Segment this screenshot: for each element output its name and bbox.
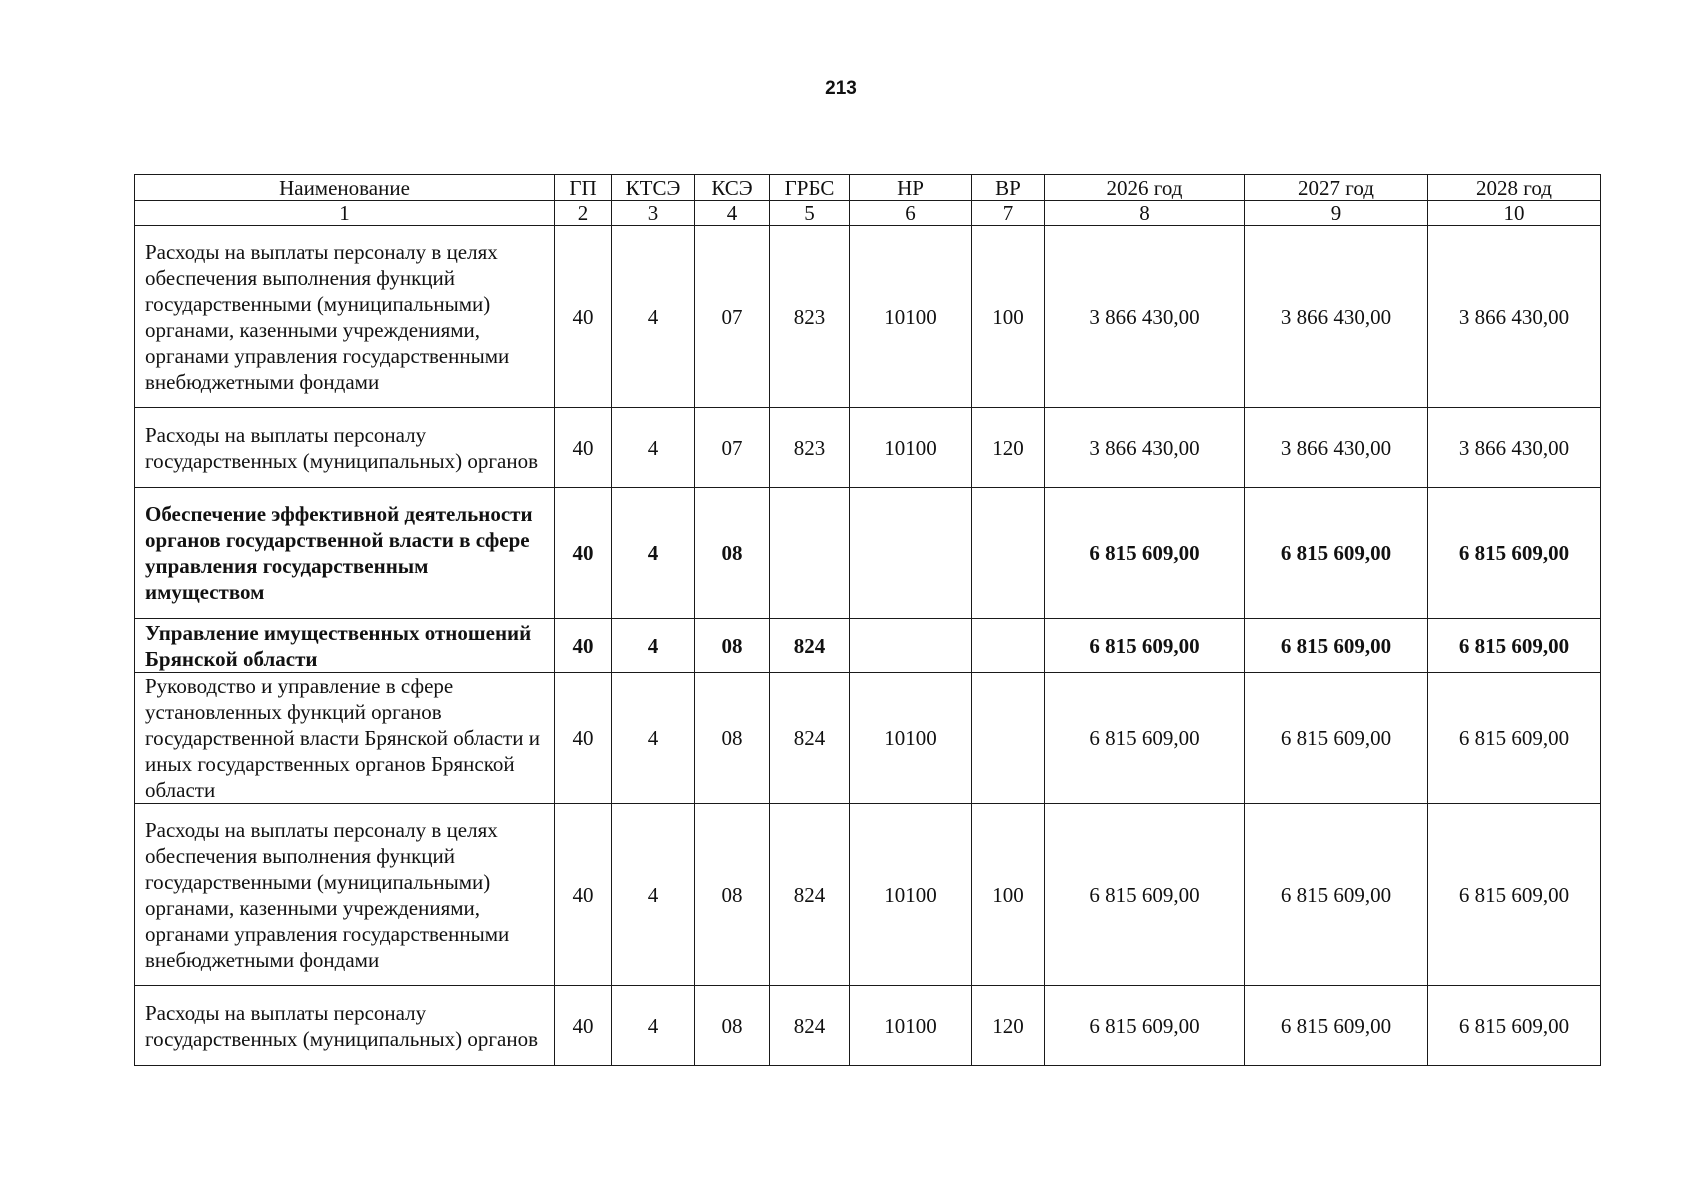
cell-ktse: 4 [612, 226, 695, 408]
cell-name: Расходы на выплаты персоналу в целях обеспечения выполнения функций государственными (муниципальными) органами, казенными учреждениями, органами управления государственными внебюджетными фондами [135, 804, 555, 986]
cell-grbs: 824 [770, 673, 850, 804]
cell-2027: 6 815 609,00 [1245, 673, 1428, 804]
cell-gp: 40 [555, 804, 612, 986]
column-number: 8 [1045, 201, 1245, 226]
cell-name: Расходы на выплаты персоналу государственных (муниципальных) органов [135, 986, 555, 1066]
cell-2026: 6 815 609,00 [1045, 488, 1245, 619]
cell-2028: 3 866 430,00 [1428, 226, 1601, 408]
header-2028: 2028 год [1428, 175, 1601, 201]
cell-kse: 08 [695, 488, 770, 619]
cell-2026: 3 866 430,00 [1045, 226, 1245, 408]
cell-gp: 40 [555, 619, 612, 673]
column-number: 5 [770, 201, 850, 226]
column-number-row [135, 201, 1601, 226]
cell-2028: 6 815 609,00 [1428, 986, 1601, 1066]
cell-name: Обеспечение эффективной деятельности органов государственной власти в сфере управления государственным имуществом [135, 488, 555, 619]
cell-nr: 10100 [850, 804, 972, 986]
cell-grbs: 824 [770, 986, 850, 1066]
cell-ktse: 4 [612, 986, 695, 1066]
cell-gp: 40 [555, 488, 612, 619]
cell-vr [972, 673, 1045, 804]
cell-gp: 40 [555, 408, 612, 488]
cell-ktse: 4 [612, 408, 695, 488]
cell-vr [972, 488, 1045, 619]
cell-2028: 6 815 609,00 [1428, 488, 1601, 619]
header-grbs: ГРБС [770, 175, 850, 201]
table-row [135, 619, 1601, 673]
cell-2027: 6 815 609,00 [1245, 804, 1428, 986]
cell-grbs: 823 [770, 408, 850, 488]
budget-table [134, 174, 1601, 1066]
header-gp: ГП [555, 175, 612, 201]
cell-ktse: 4 [612, 488, 695, 619]
header-vr: ВР [972, 175, 1045, 201]
cell-2026: 3 866 430,00 [1045, 408, 1245, 488]
cell-2026: 6 815 609,00 [1045, 619, 1245, 673]
cell-vr: 100 [972, 804, 1045, 986]
cell-nr [850, 488, 972, 619]
cell-vr: 120 [972, 408, 1045, 488]
cell-kse: 07 [695, 408, 770, 488]
cell-2026: 6 815 609,00 [1045, 804, 1245, 986]
cell-2027: 3 866 430,00 [1245, 226, 1428, 408]
cell-grbs: 824 [770, 619, 850, 673]
table-row [135, 986, 1601, 1066]
column-number: 7 [972, 201, 1045, 226]
cell-grbs: 824 [770, 804, 850, 986]
cell-grbs: 823 [770, 226, 850, 408]
cell-2028: 6 815 609,00 [1428, 673, 1601, 804]
header-ktse: КТСЭ [612, 175, 695, 201]
cell-vr: 100 [972, 226, 1045, 408]
cell-kse: 08 [695, 673, 770, 804]
header-row [135, 175, 1601, 201]
cell-name: Руководство и управление в сфере установленных функций органов государственной власти Брянской области и иных государственных органов Брянской области [135, 673, 555, 804]
cell-gp: 40 [555, 986, 612, 1066]
cell-vr [972, 619, 1045, 673]
cell-2028: 6 815 609,00 [1428, 804, 1601, 986]
cell-nr: 10100 [850, 408, 972, 488]
cell-name: Расходы на выплаты персоналу в целях обеспечения выполнения функций государственными (муниципальными) органами, казенными учреждениями, органами управления государственными внебюджетными фондами [135, 226, 555, 408]
cell-2027: 6 815 609,00 [1245, 619, 1428, 673]
cell-2028: 6 815 609,00 [1428, 619, 1601, 673]
table-row [135, 804, 1601, 986]
header-2027: 2027 год [1245, 175, 1428, 201]
column-number: 9 [1245, 201, 1428, 226]
table-row [135, 408, 1601, 488]
cell-nr: 10100 [850, 226, 972, 408]
cell-kse: 08 [695, 619, 770, 673]
table-row [135, 226, 1601, 408]
cell-name: Расходы на выплаты персоналу государственных (муниципальных) органов [135, 408, 555, 488]
column-number: 2 [555, 201, 612, 226]
header-nr: НР [850, 175, 972, 201]
column-number: 10 [1428, 201, 1601, 226]
cell-2027: 6 815 609,00 [1245, 488, 1428, 619]
cell-name: Управление имущественных отношений Брянской области [135, 619, 555, 673]
cell-kse: 08 [695, 986, 770, 1066]
header-kse: КСЭ [695, 175, 770, 201]
cell-ktse: 4 [612, 804, 695, 986]
column-number: 6 [850, 201, 972, 226]
cell-2027: 3 866 430,00 [1245, 408, 1428, 488]
cell-2028: 3 866 430,00 [1428, 408, 1601, 488]
cell-vr: 120 [972, 986, 1045, 1066]
cell-2027: 6 815 609,00 [1245, 986, 1428, 1066]
cell-nr: 10100 [850, 986, 972, 1066]
cell-2026: 6 815 609,00 [1045, 673, 1245, 804]
column-number: 1 [135, 201, 555, 226]
table-row [135, 673, 1601, 804]
cell-2026: 6 815 609,00 [1045, 986, 1245, 1066]
cell-gp: 40 [555, 673, 612, 804]
cell-grbs [770, 488, 850, 619]
column-number: 4 [695, 201, 770, 226]
header-name: Наименование [135, 175, 555, 201]
cell-nr [850, 619, 972, 673]
table-row [135, 488, 1601, 619]
page-number: 213 [825, 78, 857, 99]
cell-kse: 07 [695, 226, 770, 408]
cell-ktse: 4 [612, 673, 695, 804]
cell-kse: 08 [695, 804, 770, 986]
column-number: 3 [612, 201, 695, 226]
header-2026: 2026 год [1045, 175, 1245, 201]
cell-ktse: 4 [612, 619, 695, 673]
cell-gp: 40 [555, 226, 612, 408]
cell-nr: 10100 [850, 673, 972, 804]
